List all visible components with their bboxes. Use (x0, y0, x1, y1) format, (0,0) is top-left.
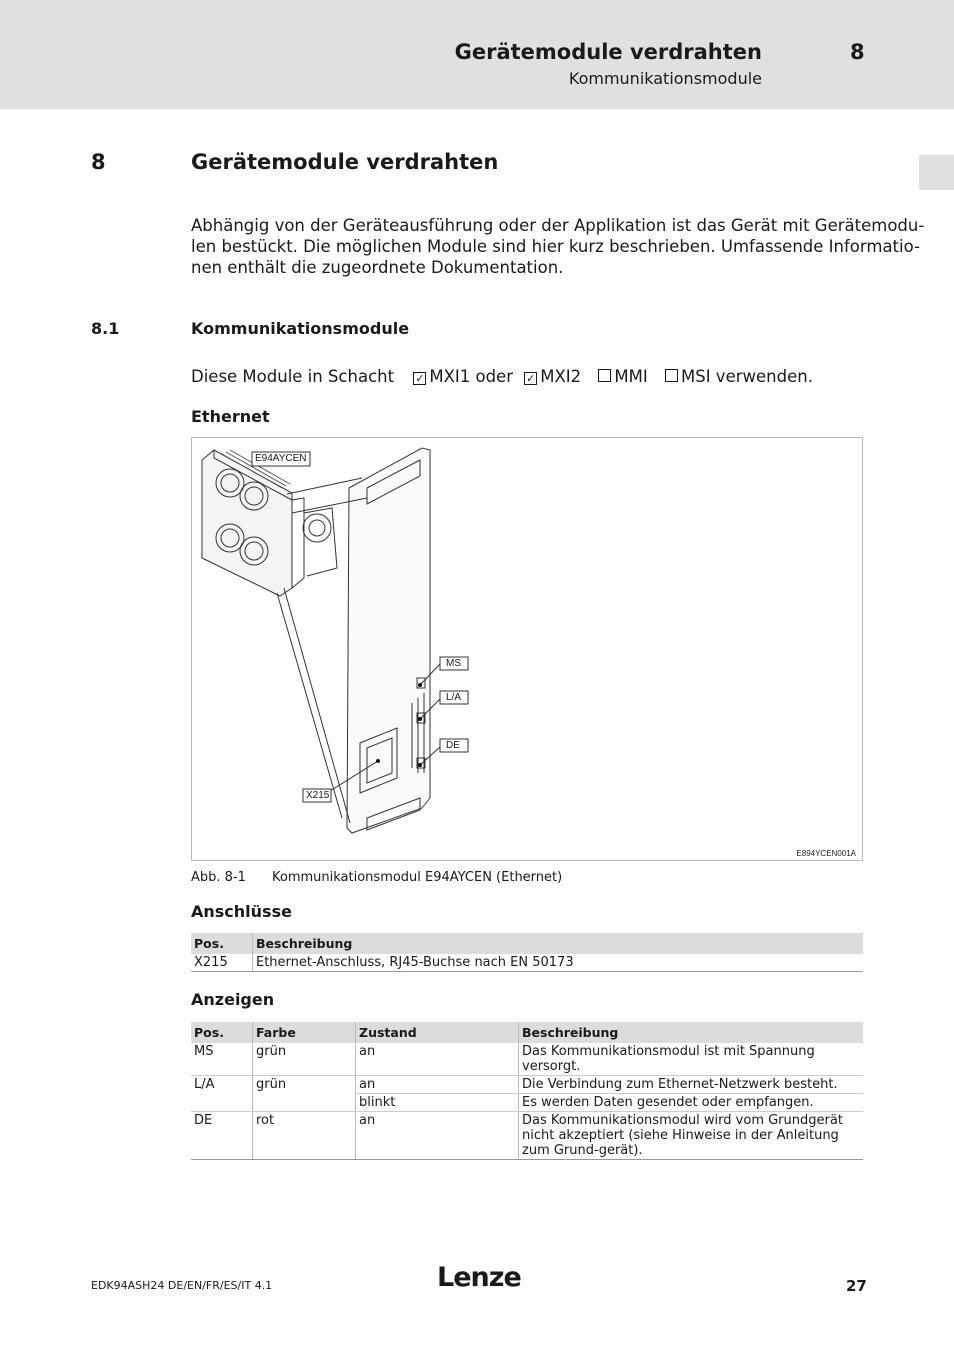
slot-label: MSI verwenden. (680, 367, 813, 386)
intro-line: len bestückt. Die möglichen Module sind hier kurz beschrieben. Umfassende Informatio- (191, 237, 920, 256)
anschluesse-heading: Anschlüsse (191, 902, 292, 921)
table-cell: Es werden Daten gesendet oder empfangen. (519, 1094, 864, 1112)
table-cell: grün (253, 1043, 356, 1076)
header-subtitle: Kommunikationsmodule (568, 69, 762, 88)
intro-line: Abhängig von der Geräteausführung oder der Applikation ist das Gerät mit Gerätemodu- (191, 216, 925, 235)
figure-caption-number: Abb. 8-1 (191, 870, 246, 885)
lenze-logo: Lenze (437, 1262, 521, 1293)
table-header-cell: Zustand (356, 1022, 519, 1043)
slot-line (191, 367, 813, 386)
section-number: 8 (91, 150, 106, 174)
table-header-cell: Farbe (253, 1022, 356, 1043)
figure-label-de: DE (446, 740, 460, 751)
table-header-cell: Beschreibung (519, 1022, 864, 1043)
table-cell: Das Kommunikationsmodul ist mit Spannung versorgt. (519, 1043, 864, 1076)
header-chapter-number: 8 (850, 40, 865, 64)
subsection-title: Kommunikationsmodule (191, 319, 410, 338)
unchecked-box-icon (665, 369, 678, 382)
table-cell: MS (191, 1043, 253, 1076)
slot-label: MXI2 (540, 367, 582, 386)
page-header (0, 0, 954, 109)
anzeigen-heading: Anzeigen (191, 990, 275, 1009)
table-cell: rot (253, 1112, 356, 1160)
subsection-number: 8.1 (91, 319, 120, 338)
figure-code: E894YCEN001A (796, 849, 856, 858)
table-cell (253, 1094, 356, 1112)
table-header-row (191, 1022, 863, 1043)
figure-label-x215: X215 (306, 790, 330, 801)
header-title: Gerätemodule verdrahten (454, 40, 762, 64)
table-row (191, 1043, 863, 1076)
table-row (191, 1094, 863, 1112)
footer-document-id: EDK94ASH24 DE/EN/FR/ES/IT 4.1 (91, 1279, 273, 1292)
table-header-cell: Pos. (191, 933, 253, 954)
checked-box-icon: ✓ (415, 372, 425, 385)
table-row (191, 1076, 863, 1094)
checked-box-icon: ✓ (526, 372, 536, 385)
table-cell (191, 1094, 253, 1112)
chapter-tab (919, 155, 954, 190)
anschluesse-table (191, 933, 863, 972)
table-row (191, 954, 863, 972)
anzeigen-table (191, 1022, 863, 1160)
table-cell: Ethernet-Anschluss, RJ45-Buchse nach EN 50173 (253, 954, 864, 972)
slot-label: MMI (614, 367, 648, 386)
table-cell: L/A (194, 1077, 215, 1092)
table-cell: X215 (191, 954, 253, 972)
slot-prefix: Diese Module in Schacht (191, 367, 395, 386)
table-cell: grün (253, 1076, 356, 1094)
table-cell: an (356, 1076, 519, 1094)
figure-label-la: L/A (446, 692, 462, 703)
table-cell: Das Kommunikationsmodul wird vom Grundgerät nicht akzeptiert (siehe Hinweise in der Anleitung zum Grund-gerät). (519, 1112, 864, 1160)
module-figure (191, 437, 863, 861)
figure-label-ms: MS (446, 658, 461, 669)
figure-caption-text: Kommunikationsmodul E94AYCEN (Ethernet) (272, 870, 563, 885)
page-number: 27 (846, 1277, 867, 1295)
slot-label: MXI1 oder (429, 367, 513, 386)
table-cell: Die Verbindung zum Ethernet-Netzwerk besteht. (519, 1076, 864, 1094)
unchecked-box-icon (598, 369, 611, 382)
table-header-cell: Pos. (191, 1022, 253, 1043)
table-cell: an (356, 1112, 519, 1160)
table-cell: an (356, 1043, 519, 1076)
table-cell: blinkt (356, 1094, 519, 1112)
table-header-cell: Beschreibung (253, 933, 864, 954)
intro-paragraph (191, 215, 925, 278)
module-drawing (192, 438, 864, 862)
table-row (191, 1112, 863, 1160)
table-header-row (191, 933, 863, 954)
table-cell: DE (191, 1112, 253, 1160)
ethernet-heading: Ethernet (191, 407, 270, 426)
section-title: Gerätemodule verdrahten (191, 150, 499, 174)
intro-line: nen enthält die zugeordnete Dokumentation. (191, 258, 564, 277)
figure-label-module: E94AYCEN (255, 453, 307, 464)
